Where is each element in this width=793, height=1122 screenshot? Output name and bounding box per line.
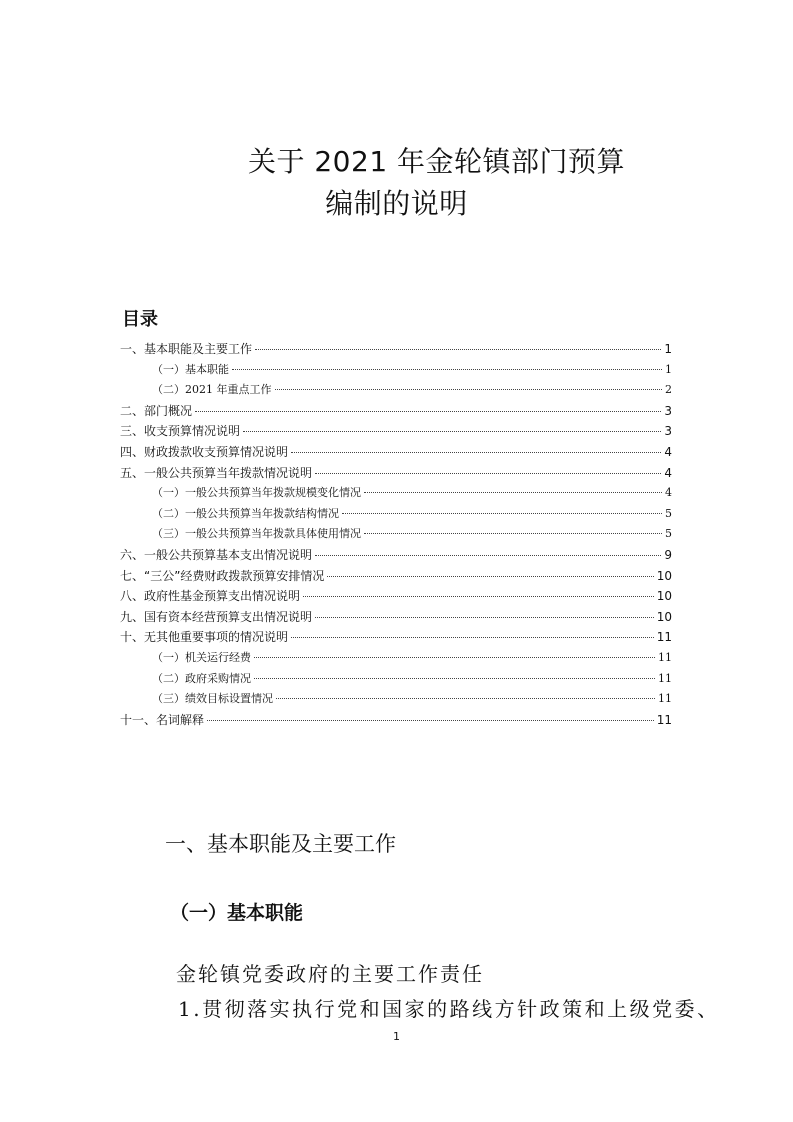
toc-entry[interactable] — [120, 690, 672, 711]
toc-entry[interactable] — [120, 422, 672, 443]
subsection-heading: （一）基本职能 — [170, 902, 304, 924]
toc-entry-label: （三）绩效目标设置情况 — [152, 692, 273, 706]
toc-entry[interactable] — [120, 711, 672, 732]
toc-entry[interactable] — [120, 649, 672, 670]
toc-entry[interactable] — [120, 340, 672, 361]
toc-entry-page: 5 — [665, 527, 672, 541]
toc-entry-label: 十、无其他重要事项的情况说明 — [120, 630, 289, 645]
toc-entry-page: 2 — [665, 383, 672, 397]
toc-entry[interactable] — [120, 608, 672, 629]
toc-entry[interactable] — [120, 567, 672, 588]
toc-heading: 目录 — [122, 309, 158, 330]
toc-leader-dots — [315, 555, 661, 556]
toc-entry-label: 九、国有资本经营预算支出情况说明 — [120, 609, 313, 624]
toc-entry-page: 9 — [664, 547, 672, 562]
toc-entry-label: 十一、名词解释 — [120, 712, 205, 727]
table-of-contents — [120, 340, 672, 731]
toc-entry-label: （三）一般公共预算当年拨款具体使用情况 — [152, 527, 361, 541]
toc-entry[interactable] — [120, 402, 672, 423]
toc-entry-label: （二）一般公共预算当年拨款结构情况 — [152, 506, 339, 520]
toc-entry[interactable] — [120, 670, 672, 691]
toc-entry-page: 11 — [658, 671, 672, 685]
toc-entry[interactable] — [120, 464, 672, 485]
toc-leader-dots — [315, 617, 654, 618]
toc-leader-dots — [315, 473, 661, 474]
toc-entry-label: 六、一般公共预算基本支出情况说明 — [120, 547, 313, 562]
toc-entry-page: 4 — [664, 444, 672, 459]
toc-entry-page: 11 — [658, 692, 672, 706]
toc-entry-page: 11 — [656, 712, 672, 727]
toc-entry-label: 八、政府性基金预算支出情况说明 — [120, 589, 301, 604]
toc-leader-dots — [291, 452, 661, 453]
toc-entry-label: 二、部门概况 — [120, 403, 193, 418]
toc-entry[interactable] — [120, 546, 672, 567]
toc-entry-page: 10 — [656, 609, 672, 624]
toc-entry-label: （一）机关运行经费 — [152, 650, 251, 664]
document-title-line1: 关于 2021 年金轮镇部门预算 — [247, 145, 626, 178]
toc-leader-dots — [254, 657, 655, 658]
toc-entry-page: 1 — [665, 362, 672, 376]
toc-leader-dots — [291, 637, 654, 638]
toc-leader-dots — [195, 411, 661, 412]
toc-entry-page: 5 — [665, 506, 672, 520]
toc-entry-label: 一、基本职能及主要工作 — [120, 342, 253, 356]
toc-entry-label: （一）一般公共预算当年拨款规模变化情况 — [152, 486, 361, 500]
toc-leader-dots — [364, 492, 662, 493]
toc-entry-label: 五、一般公共预算当年拨款情况说明 — [120, 465, 313, 480]
toc-entry-label: 三、收支预算情况说明 — [120, 424, 241, 439]
toc-entry-label: （二）2021 年重点工作 — [152, 383, 272, 397]
toc-entry[interactable] — [120, 505, 672, 526]
body-paragraph: 金轮镇党委政府的主要工作责任 — [176, 962, 484, 986]
toc-leader-dots — [243, 431, 661, 432]
toc-entry[interactable] — [120, 525, 672, 546]
toc-entry[interactable] — [120, 361, 672, 382]
toc-entry-page: 3 — [664, 403, 672, 418]
toc-entry-page: 3 — [664, 424, 672, 439]
toc-entry[interactable] — [120, 484, 672, 505]
toc-leader-dots — [364, 533, 662, 534]
toc-leader-dots — [254, 678, 655, 679]
toc-entry-label: 四、财政拨款收支预算情况说明 — [120, 444, 289, 459]
toc-entry-label: （一）基本职能 — [152, 362, 229, 376]
toc-entry[interactable] — [120, 381, 672, 402]
toc-leader-dots — [255, 349, 661, 350]
page-number: 1 — [393, 1030, 400, 1043]
toc-leader-dots — [232, 369, 662, 370]
toc-entry-label: （二）政府采购情况 — [152, 671, 251, 685]
document-title-line2: 编制的说明 — [325, 187, 468, 220]
toc-entry-page: 11 — [656, 630, 672, 645]
toc-entry-page: 1 — [664, 342, 672, 356]
toc-entry-page: 11 — [658, 650, 672, 664]
toc-entry-page: 4 — [664, 465, 672, 480]
section-heading: 一、基本职能及主要工作 — [165, 832, 396, 856]
toc-leader-dots — [275, 389, 663, 390]
toc-entry[interactable] — [120, 587, 672, 608]
toc-entry[interactable] — [120, 628, 672, 649]
toc-leader-dots — [342, 513, 662, 514]
toc-leader-dots — [303, 596, 654, 597]
body-paragraph: 1.贯彻落实执行党和国家的路线方针政策和上级党委、 — [178, 997, 720, 1021]
toc-entry-label: 七、“三公”经费财政拨款预算安排情况 — [120, 568, 325, 583]
toc-entry-page: 10 — [656, 568, 672, 583]
toc-entry-page: 10 — [656, 589, 672, 604]
toc-leader-dots — [327, 576, 653, 577]
toc-leader-dots — [207, 720, 654, 721]
toc-entry-page: 4 — [665, 486, 672, 500]
toc-entry[interactable] — [120, 443, 672, 464]
toc-leader-dots — [276, 698, 655, 699]
